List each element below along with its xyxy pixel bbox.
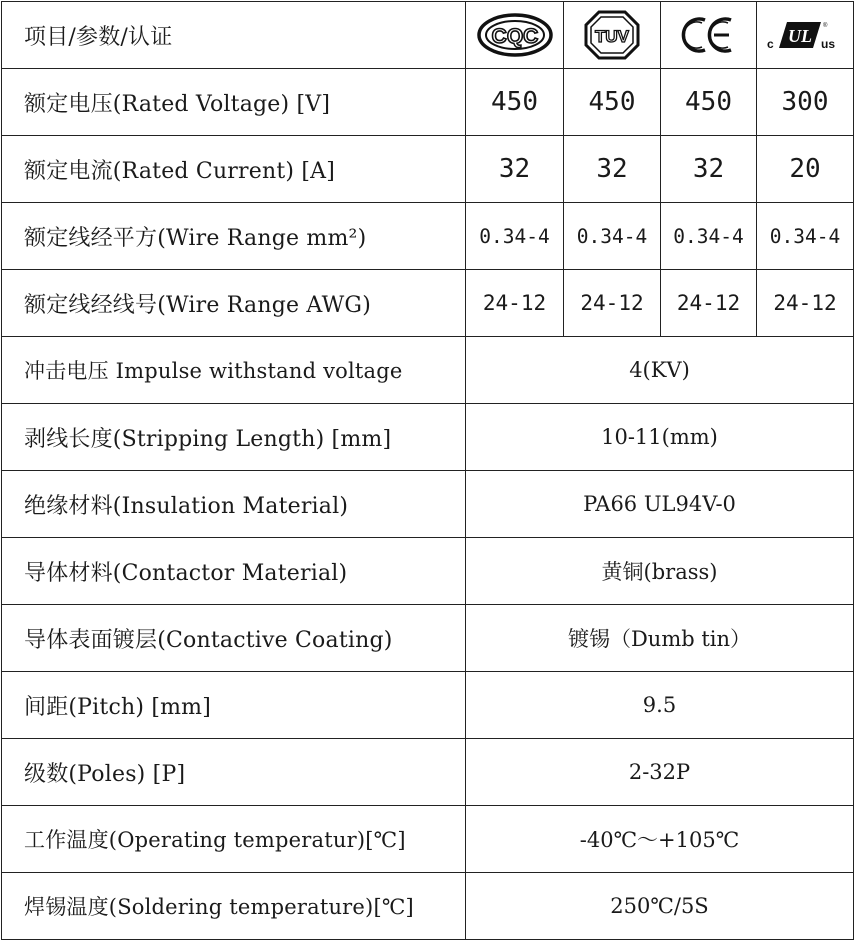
row-value: 镀锡（Dumb tin） <box>466 605 854 672</box>
row-label: 额定电压(Rated Voltage) [V] <box>2 69 466 136</box>
wire-range-mm-row <box>2 203 854 270</box>
cul-us-logo <box>765 18 845 52</box>
cqc-value: 450 <box>466 69 564 136</box>
stripping-length-row <box>2 404 854 471</box>
header-row <box>2 2 854 69</box>
row-label: 绝缘材料(Insulation Material) <box>2 471 466 538</box>
row-label: 额定电流(Rated Current) [A] <box>2 136 466 203</box>
svg-text:UL: UL <box>788 26 812 46</box>
tuv-value: 32 <box>564 136 661 203</box>
row-label: 额定线经平方(Wire Range mm²) <box>2 203 466 270</box>
tuv-value: 0.34-4 <box>564 203 661 270</box>
cqc-logo-cell <box>466 2 564 69</box>
tuv-value: 450 <box>564 69 661 136</box>
cqc-value: 24-12 <box>466 270 564 337</box>
svg-text:CQC: CQC <box>491 25 538 48</box>
contactor-material-row <box>2 538 854 605</box>
ce-value: 32 <box>661 136 757 203</box>
ce-value: 0.34-4 <box>661 203 757 270</box>
svg-text:TUV: TUV <box>595 27 629 46</box>
impulse-voltage-row <box>2 337 854 404</box>
svg-text:us: us <box>821 37 836 51</box>
row-label: 焊锡温度(Soldering temperature)[℃] <box>2 873 466 940</box>
cqc-value: 0.34-4 <box>466 203 564 270</box>
row-value: 2-32P <box>466 739 854 806</box>
operating-temperature-row <box>2 806 854 873</box>
row-label: 级数(Poles) [P] <box>2 739 466 806</box>
row-label: 导体材料(Contactor Material) <box>2 538 466 605</box>
tuv-logo-cell <box>564 2 661 69</box>
tuv-logo <box>583 9 641 61</box>
row-value: 黄铜(brass) <box>466 538 854 605</box>
row-label: 额定线经线号(Wire Range AWG) <box>2 270 466 337</box>
row-value: PA66 UL94V-0 <box>466 471 854 538</box>
wire-range-awg-row <box>2 270 854 337</box>
row-value: 10-11(mm) <box>466 404 854 471</box>
ul-value: 0.34-4 <box>757 203 854 270</box>
row-label: 工作温度(Operating temperatur)[℃] <box>2 806 466 873</box>
poles-row <box>2 739 854 806</box>
spec-table <box>1 1 854 940</box>
tuv-value: 24-12 <box>564 270 661 337</box>
insulation-material-row <box>2 471 854 538</box>
row-value: 250℃/5S <box>466 873 854 940</box>
row-label: 剥线长度(Stripping Length) [mm] <box>2 404 466 471</box>
cqc-logo <box>476 13 554 57</box>
row-label: 冲击电压 Impulse withstand voltage <box>2 337 466 404</box>
ul-value: 20 <box>757 136 854 203</box>
rated-current-row <box>2 136 854 203</box>
row-value: 9.5 <box>466 672 854 739</box>
ul-value: 300 <box>757 69 854 136</box>
rated-voltage-row <box>2 69 854 136</box>
cqc-value: 32 <box>466 136 564 203</box>
ce-value: 450 <box>661 69 757 136</box>
row-label: 间距(Pitch) [mm] <box>2 672 466 739</box>
row-label: 导体表面镀层(Contactive Coating) <box>2 605 466 672</box>
pitch-row <box>2 672 854 739</box>
cul-us-logo-cell <box>757 2 854 69</box>
contactive-coating-row <box>2 605 854 672</box>
ul-value: 24-12 <box>757 270 854 337</box>
svg-text:®: ® <box>823 23 828 29</box>
row-value: -40℃～+105℃ <box>466 806 854 873</box>
ce-logo <box>681 15 737 55</box>
ce-logo-cell <box>661 2 757 69</box>
soldering-temperature-row <box>2 873 854 940</box>
header-label: 项目/参数/认证 <box>2 2 466 69</box>
row-value: 4(KV) <box>466 337 854 404</box>
svg-text:c: c <box>767 37 774 51</box>
ce-value: 24-12 <box>661 270 757 337</box>
